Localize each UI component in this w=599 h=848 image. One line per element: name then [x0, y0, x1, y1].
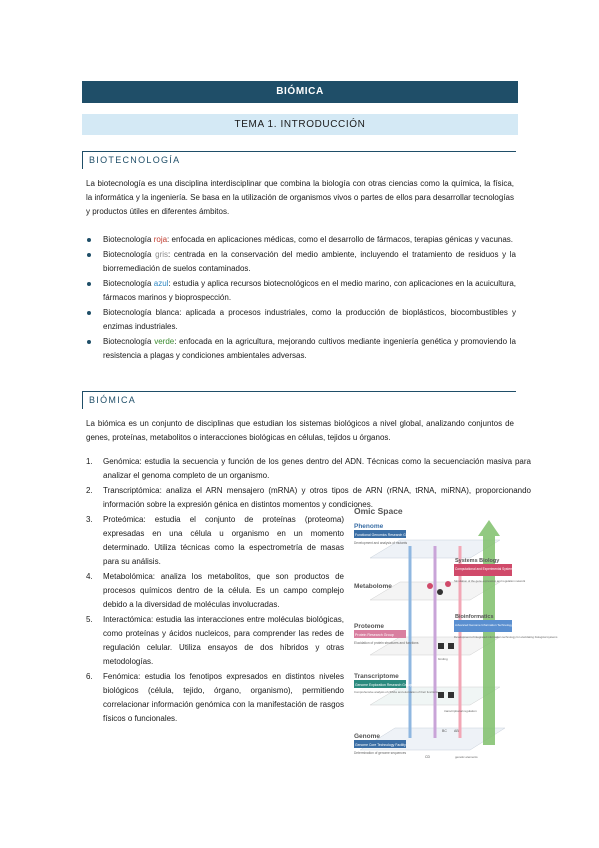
- item-text: : estudia y aplica recursos biotecnológicos en el medio marino, con aplicaciones en la acuicultura, fármacos marinos y bioprospección.: [103, 279, 517, 302]
- transcriptional-label: transcriptional regulation: [444, 709, 477, 713]
- item-number: 4.: [86, 572, 93, 581]
- systems-biology-label: Systems Biology: [455, 558, 500, 564]
- protein-node: [438, 643, 444, 649]
- metabolite-node: [437, 589, 443, 595]
- transcriptome-note: Comprehensive analysis of cDNAs and elucidation of their functions: [354, 690, 438, 694]
- transcriptome-group-text: Genome Exploration Research Group: [355, 683, 412, 687]
- protein-node: [448, 643, 454, 649]
- item-number: 3.: [86, 515, 93, 524]
- item-color-word: roja: [153, 235, 168, 244]
- item-prefix: Biotecnología: [103, 235, 154, 244]
- chapter-title: TEMA 1. INTRODUCCIÓN: [234, 119, 366, 130]
- proteome-label: Proteome: [354, 623, 384, 630]
- genome-label: Genome: [354, 733, 381, 740]
- item-text: : aplicada a procesos industriales, como la producción de bioplásticos, biocombustibles y enzimas industriales.: [103, 308, 516, 331]
- biomica-intro: La biómica es un conjunto de disciplinas que estudian los sistemas biológicos a nivel global, analizando conjuntos de genes, proteínas, metabolitos o interacciones biológicas en células, tejidos u órganos.: [86, 419, 514, 442]
- bioinformatics-label: Bioinformatics: [455, 614, 494, 620]
- genome-note: Determination of genome sequences: [354, 751, 407, 755]
- bioinformatics-arrow: [478, 520, 500, 745]
- list-item: [86, 513, 344, 569]
- proteome-group-text: Protein Research Group: [355, 633, 394, 637]
- proteome-note: Elucidation of protein structures and functions: [354, 641, 419, 645]
- section-heading-text: BIOTECNOLOGÍA: [89, 155, 181, 165]
- item-prefix: Biotecnología: [103, 250, 156, 259]
- section-heading-biomica: [82, 391, 516, 409]
- list-item: [86, 570, 344, 612]
- list-item: [86, 670, 344, 726]
- metabolome-label: Metabolome: [354, 583, 392, 590]
- chapter-title-banner: [82, 114, 518, 135]
- phenome-label: Phenome: [354, 523, 384, 530]
- item-text: Interactómica: estudia las interacciones entre moléculas biológicas, como proteínas y ácidos nucleicos, para comprender las redes de regulación celular. Utiliza ensayos de dos híbridos y otras metodologías.: [103, 615, 344, 666]
- list-item: [86, 455, 531, 483]
- transcript-node: [438, 692, 444, 698]
- item-prefix: Biotecnología: [103, 337, 155, 346]
- document-title-banner: [82, 81, 518, 103]
- systems-biology-note: Simulation of the gene expression and regulation network: [454, 579, 526, 583]
- figure-title: Omic Space: [354, 506, 403, 516]
- list-item: [86, 248, 516, 276]
- item-text: : enfocada en aplicaciones médicas, como el desarrollo de fármacos, terapias génicas y vacunas.: [167, 235, 514, 244]
- item-text: Metabolómica: analiza los metabolitos, que son productos de procesos químicos dentro de la célula. Es un campo complejo debido a la diversidad de moléculas involucradas.: [103, 572, 344, 609]
- list-item: [86, 233, 516, 247]
- item-text: Fenómica: estudia los fenotipos expresados en distintos niveles biológicos (célula, tejido, órgano, organismo), permitiendo correlacionar información genómica con la manifestación de rasgos físicos o funcionales.: [103, 672, 344, 723]
- bioinformatics-note: Development of integrated information technology for elucidating biological systems: [454, 635, 558, 639]
- metabolite-node: [427, 583, 433, 589]
- list-item: [86, 613, 344, 669]
- omic-space-figure: [350, 500, 558, 762]
- item-number: 6.: [86, 672, 93, 681]
- item-text: Proteómica: estudia el conjunto de proteínas (proteoma) expresadas en una célula u organismo en un momento determinado. Utiliza técnicas como la espectrometría de masas para su análisis.: [103, 515, 344, 566]
- item-text: Transcriptómica: analiza el ARN mensajero (mRNA) y otros tipos de ARN (rRNA, tRNA, miRNA), proporcionando información sobre la expresión génica en distintos momentos y condiciones.: [103, 486, 531, 509]
- document-title: BIÓMICA: [276, 86, 324, 97]
- genetic-elements-label: genetic elements: [455, 755, 478, 759]
- item-color-word: gris: [155, 250, 169, 259]
- transcript-node: [448, 692, 454, 698]
- item-number: 2.: [86, 486, 93, 495]
- transcriptome-label: Transcriptome: [354, 673, 399, 680]
- section-heading-biotecnologia: [82, 151, 516, 169]
- item-color-word: azul: [153, 279, 169, 288]
- binding-label: binding: [438, 657, 448, 661]
- item-text: : enfocada en la agricultura, mejorando cultivos mediante ingeniería genética y promoviendo la resistencia a plagas y condiciones ambientales adversas.: [103, 337, 517, 360]
- item-prefix: Biotecnología blanca: [103, 308, 180, 317]
- genome-group-text: Genome Core Technology Facility: [355, 743, 406, 747]
- list-item: [86, 277, 516, 305]
- bullet-dot-icon: [87, 282, 91, 286]
- bioinformatics-text: Advanced Genome Information Technology Research Group: [455, 623, 536, 627]
- phenome-group-text: Functional Genomics Research Group: [355, 533, 413, 537]
- item-number: 1.: [86, 457, 93, 466]
- item-number: 5.: [86, 615, 93, 624]
- bullet-dot-icon: [87, 311, 91, 315]
- phenome-note: Development and analysis of mutants: [354, 541, 408, 545]
- systems-biology-text: Computational and Experimental Systems Biology Group: [455, 567, 536, 571]
- bullet-dot-icon: [87, 238, 91, 242]
- metabolite-node: [445, 581, 451, 587]
- item-prefix: Biotecnología: [103, 279, 154, 288]
- biotecnologia-list: [86, 233, 516, 364]
- omic-space-diagram: [350, 500, 558, 762]
- item-text: Genómica: estudia la secuencia y función de los genes dentro del ADN. Técnicas como la secuenciación masiva para analizar el genoma completo de un organismo.: [103, 457, 531, 480]
- bullet-dot-icon: [87, 253, 91, 257]
- gene-bc-label: BC: [442, 729, 447, 733]
- gene-ab-label: AB: [454, 729, 459, 733]
- list-item: [86, 335, 516, 363]
- list-item: [86, 306, 516, 334]
- section-heading-text: BIÓMICA: [89, 395, 137, 405]
- item-text: : centrada en la conservación del medio ambiente, incluyendo el tratamiento de residuos y la biorremediación de suelos contaminados.: [103, 250, 516, 273]
- gene-cd-label: CD: [425, 755, 431, 759]
- item-color-word: verde: [154, 337, 175, 346]
- biotecnologia-intro: La biotecnología es una disciplina interdisciplinar que combina la biología con otras ciencias como la química, la física, la informática y la ingeniería. Se basa en la utilización de organismos vivos o partes de ellos para desarrollar tecnologías y productos útiles en diferentes ámbitos.: [86, 179, 514, 216]
- bullet-dot-icon: [87, 340, 91, 344]
